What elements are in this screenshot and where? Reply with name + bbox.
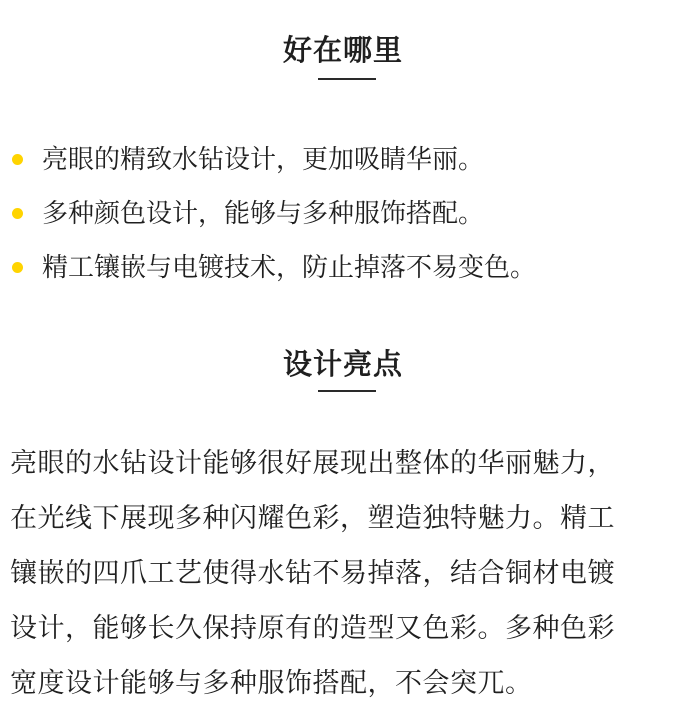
paragraph-line: 宽度设计能够与多种服饰搭配，不会突兀。 xyxy=(10,668,533,699)
list-item xyxy=(0,194,686,248)
yellow-bullet-icon xyxy=(12,154,23,165)
paragraph-line: 镶嵌的四爪工艺使得水钻不易掉落，结合铜材电镀 xyxy=(10,558,615,589)
list-item-text: 多种颜色设计，能够与多种服饰搭配。 xyxy=(42,199,485,229)
feature-list xyxy=(0,140,686,302)
paragraph-line: 在光线下展现多种闪耀色彩，塑造独特魅力。精工 xyxy=(10,503,615,534)
title-underline xyxy=(318,78,376,80)
yellow-bullet-icon xyxy=(12,262,23,273)
paragraph-line: 亮眼的水钻设计能够很好展现出整体的华丽魅力， xyxy=(10,448,615,479)
section-title-highlights: 好在哪里 xyxy=(282,33,403,67)
paragraph-line: 设计，能够长久保持原有的造型又色彩。多种色彩 xyxy=(10,613,615,644)
list-item xyxy=(0,140,686,194)
section-title-design: 设计亮点 xyxy=(282,347,403,381)
list-item xyxy=(0,248,686,302)
title-underline xyxy=(318,390,376,392)
yellow-bullet-icon xyxy=(12,208,23,219)
list-item-text: 精工镶嵌与电镀技术，防止掉落不易变色。 xyxy=(42,253,537,283)
design-description xyxy=(0,440,686,715)
list-item-text: 亮眼的精致水钻设计，更加吸睛华丽。 xyxy=(42,145,485,175)
